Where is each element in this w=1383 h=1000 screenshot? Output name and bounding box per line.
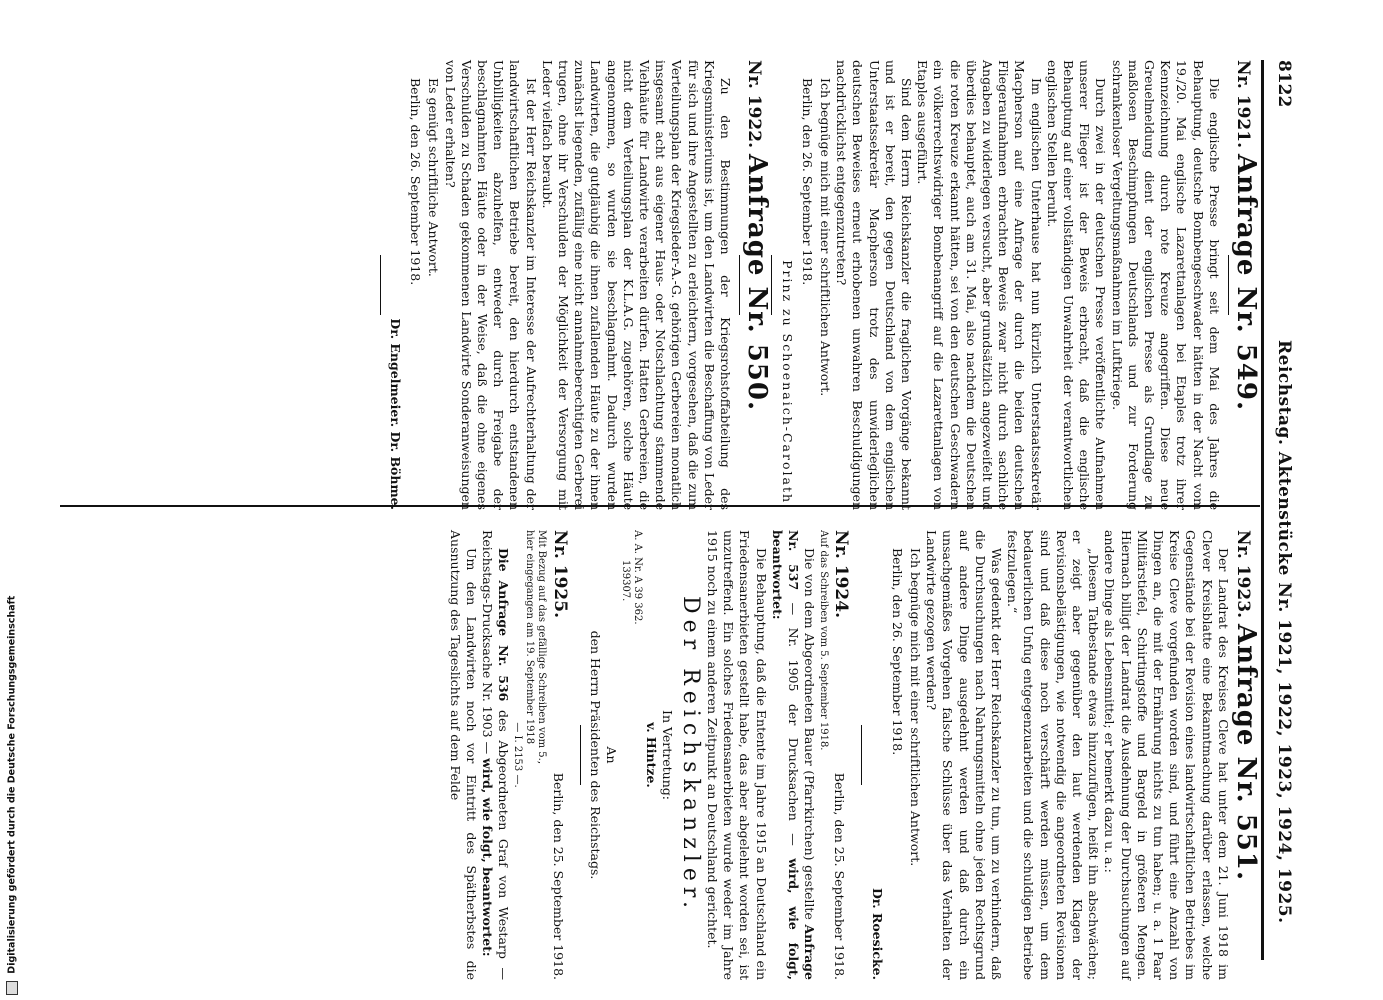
nr1925-reference-1: Mit Bezug auf das gefällige Schreiben vom 5.,	[536, 530, 548, 764]
nr1924-paragraph: Die Behauptung, daß die Entente im Jahre 1915 an Deutschland ein Friedensanerbieten gestellt habe, das aber abgelehnt worden sei, ist unzutreffend. Ein solches Friedensanerbieten wurde weder im Jahre 1915 noch zu einem anderen Zeitpunkt an Deutschland gerichtet.	[704, 530, 769, 980]
nr1924-an: An	[604, 746, 620, 764]
nr1924-date: Berlin, den 25. September 1918.	[832, 772, 848, 980]
nr1924-vertreter: v. Hintze.	[644, 722, 660, 788]
nr1923-date: Berlin, den 26. September 1918.	[889, 548, 905, 756]
nr1924-heading: Nr. 1924.	[831, 530, 852, 619]
nr1925-heading-row	[547, 530, 573, 980]
page-header	[1262, 60, 1292, 960]
nr1922-date: Berlin, den 26. September 1918.	[408, 78, 424, 286]
separator	[739, 255, 740, 315]
nr1921-signature: Prinz zu Schoenaich-Carolath.	[779, 260, 795, 510]
nr1922-paragraph: Es genügt schriftliche Antwort.	[426, 78, 442, 277]
nr1922-heading: Nr. 1922. Anfrage Nr. 550.	[742, 60, 773, 412]
separator	[580, 725, 581, 785]
nr1923-paragraph: „Diesem Tatbestande etwas hinzuzufügen, heißt ihn abschwächen; er zeigt aber gegenüber den laut werdenden Klagen der Revisionsbelästigungen, wie notwendig die angeordneten Revisionen sind und daß diese noch verschärft werden müssen, um dem bedauerlichen Unfug entgegenzuarbeiten und die schuldigen Betriebe festzulegen.“	[1005, 530, 1102, 980]
nr1924-recipient: den Herrn Präsidenten des Reichstags.	[587, 630, 603, 880]
nr1921-paragraph: Ich begnüge mich mit einer schriftlichen Antwort.	[817, 78, 833, 397]
page-number: 8122	[1274, 60, 1294, 108]
nr1925-heading: Nr. 1925.	[549, 530, 570, 619]
separator	[380, 255, 381, 315]
nr1921-paragraph: Sind dem Herrn Reichskanzler die fraglichen Vorgänge bekannt und ist er bereit, den gegen Deutschland von dem englischen Unterstaatssekretär Macpherson trotz des unwiderleglichen deutschen Beweises erneut erhobenen unwahren Beschuldigungen nachdrücklichst entgegenzutreten?	[834, 60, 914, 510]
separator	[861, 725, 862, 785]
footer-text: Digitalisierung gefördert durch die Deutsche Forschungsgemeinschaft	[6, 595, 18, 974]
nr1921-paragraph: Durch zwei in der deutschen Presse veröffentlichte Aufnahmen unserer Flieger ist der Beweis erbracht, daß die englische Behauptung auf einer vollständigen Unwahrheit der verantwortlichen englischen Stellen beruht.	[1044, 60, 1109, 510]
nr1923-signature: Dr. Roesicke.	[869, 887, 885, 980]
nr1924-file-number-2: 139307.	[620, 560, 632, 602]
nr1924-kanzler: Der Reichskanzler.	[677, 596, 703, 914]
nr1925-date: Berlin, den 25. September 1918.	[550, 772, 566, 980]
nr1924-vertretung: In Vertretung:	[660, 710, 676, 800]
funding-footer	[6, 596, 18, 995]
nr1924-reference: Auf das Schreiben vom 5. September 1918.	[818, 530, 830, 751]
nr1923-paragraph: Der Landrat des Kreises Cleve hat unter dem 21. Juni 1918 im Clever Kreisblatte eine Bekanntmachung darüber erlassen, welche Gegenstände bei der Revision eines landwirtschaftlichen Betriebes im Kreise Cleve vorgefunden worden sind, und führt eine Anzahl von Dingen an, die mit der Ernährung nichts zu tun haben; u. a. 1 Paar Militärstiefel, Schirtingstoffe und Bargeld in größeren Mengen. Hiernach billigt der Landrat die Ausdehnung der Durchsuchungen auf andere Dinge als Lebensmittel; er bemerkt dazu u. a.:	[1102, 530, 1231, 980]
dfg-logo-icon	[6, 981, 18, 995]
right-column	[447, 530, 1260, 980]
nr1924-intro: Die von dem Abgeordneten Bauer (Pfarrkirchen) gestellte Anfrage Nr. 537 — Nr. 1905 der Drucksachen — wird, wie folgt, beantwortet:	[769, 530, 818, 980]
nr1921-paragraph: Die englische Presse bringt seit dem Mai des Jahres die Behauptung, deutsche Bombengeschwader hätten in der Nacht vom 19./20. Mai englische Lazarettanlagen bei Etaples trotz ihrer Kennzeichnung durch rote Kreuze angegriffen. Diese neue Greuelmeldung dient der englischen Presse als Grundlage zu maßlosen Beschimpfungen Deutschlands und zur Forderung schrankenloser Vergeltungsmaßnahmen im Luftkriege.	[1109, 60, 1222, 510]
nr1922-paragraph: Zu den Bestimmungen der Kriegsrohstoffabteilung des Kriegsministeriums ist, um den Landwirten die Beschaffung von Leder für sich und ihre Angestellten zu erleichtern, vorgesehen, daß die zum Verteilungsplan der Kriegsleder-A.-G. gehörigen Gerbereien monatlich insgesamt acht aus eigener Haus- oder Notschlachtung stammende Viehhäute für Landwirte verarbeiten dürfen. Hatten Gerbereien, die nicht dem Verteilungsplan der K.L.A.G. zugehören, solche Häute angenommen, so wurden sie beschlagnahmt. Dadurch wurden Landwirten, die gutgläubig die ihnen zufallenden Häute zu der ihnen zunächst liegenden, zufällig eine nicht annahmeberechtigten Gerberei trugen, ohne ihr Verschulden der Möglichkeit der Versorgung mit Leder vielfach beraubt.	[539, 60, 734, 510]
left-column	[374, 60, 1260, 510]
nr1921-heading: Nr. 1921. Anfrage Nr. 549.	[1231, 60, 1261, 412]
nr1924-heading-row	[829, 530, 855, 980]
nr1921-paragraph: Im englischen Unterhause hat nun kürzlich Unterstaatssekretär Macpherson auf eine Anfrage der durch die beiden deutschen Fliegeraufnahmen erbrachten Beweis zwar nicht durch sachliche Angaben zu widerlegen versucht, aber grundsätzlich angezweifelt und überdies behauptet, auch am 31. Mai, also nachdem die Deutschen die roten Kreuze erkannt hätten, sei von den deutschen Geschwadern ein völkerrechtswidriger Bombenangriff auf die Lazarettanlagen von Etaples ausgeführt.	[915, 60, 1044, 510]
nr1925-intro: Die Anfrage Nr. 536 des Abgeordneten Graf von Westarp — Reichstags-Drucksache Nr. 1903 — wird, wie folgt, beantwortet:	[480, 530, 512, 980]
nr1924-file-number: A. A. Nr. A 39 362.	[632, 530, 644, 625]
nr1922-paragraph: Ist der Herr Reichskanzler im Interesse der Aufrechterhaltung der landwirtschaftlichen Betriebe bereit, den hierdurch entstandenen Unbilligkeiten abzuhelfen, entweder durch Freigabe der beschlagnahmten Häute oder in der Weise, daß die ohne eigenes Verschulden zu Schaden gekommenen Landwirte Sonderanweisungen von Leder erhalten?	[442, 60, 539, 510]
nr1922-signature: Dr. Engelmeier. Dr. Böhme.	[388, 318, 404, 510]
nr1925-reference-2: hier eingegangen am 19. September 1918	[524, 530, 536, 745]
nr1921-date: Berlin, den 26. September 1918.	[799, 78, 815, 286]
nr1923-heading: Nr. 1923. Anfrage Nr. 551.	[1231, 530, 1261, 882]
nr1923-paragraph: Ich begnüge mich mit einer schriftlichen Antwort.	[907, 548, 923, 867]
header-rule	[1261, 60, 1264, 960]
nr1923-paragraph: Was gedenkt der Herr Reichskanzler zu tun, um zu verhindern, daß die Durchsuchungen nach Nahrungsmitteln ohne jeden Rechtsgrund auf andere Dinge ausgedehnt werden und daß durch ein unsachgemäßes Vorgehen falsche Schlüsse über das Verhalten der Landwirte gezogen werden?	[924, 530, 1004, 980]
separator	[1228, 255, 1229, 315]
page-running-title: Reichstag. Aktenstücke Nr. 1921, 1922, 1923, 1924, 1925.	[1274, 340, 1294, 924]
nr1925-reference-3: — I. 2153 —.	[512, 722, 524, 788]
nr1925-paragraph: Um den Landwirten noch vor Eintritt des Spätherbstes die Ausnutzung des Tageslichts auf dem Felde	[447, 530, 480, 980]
